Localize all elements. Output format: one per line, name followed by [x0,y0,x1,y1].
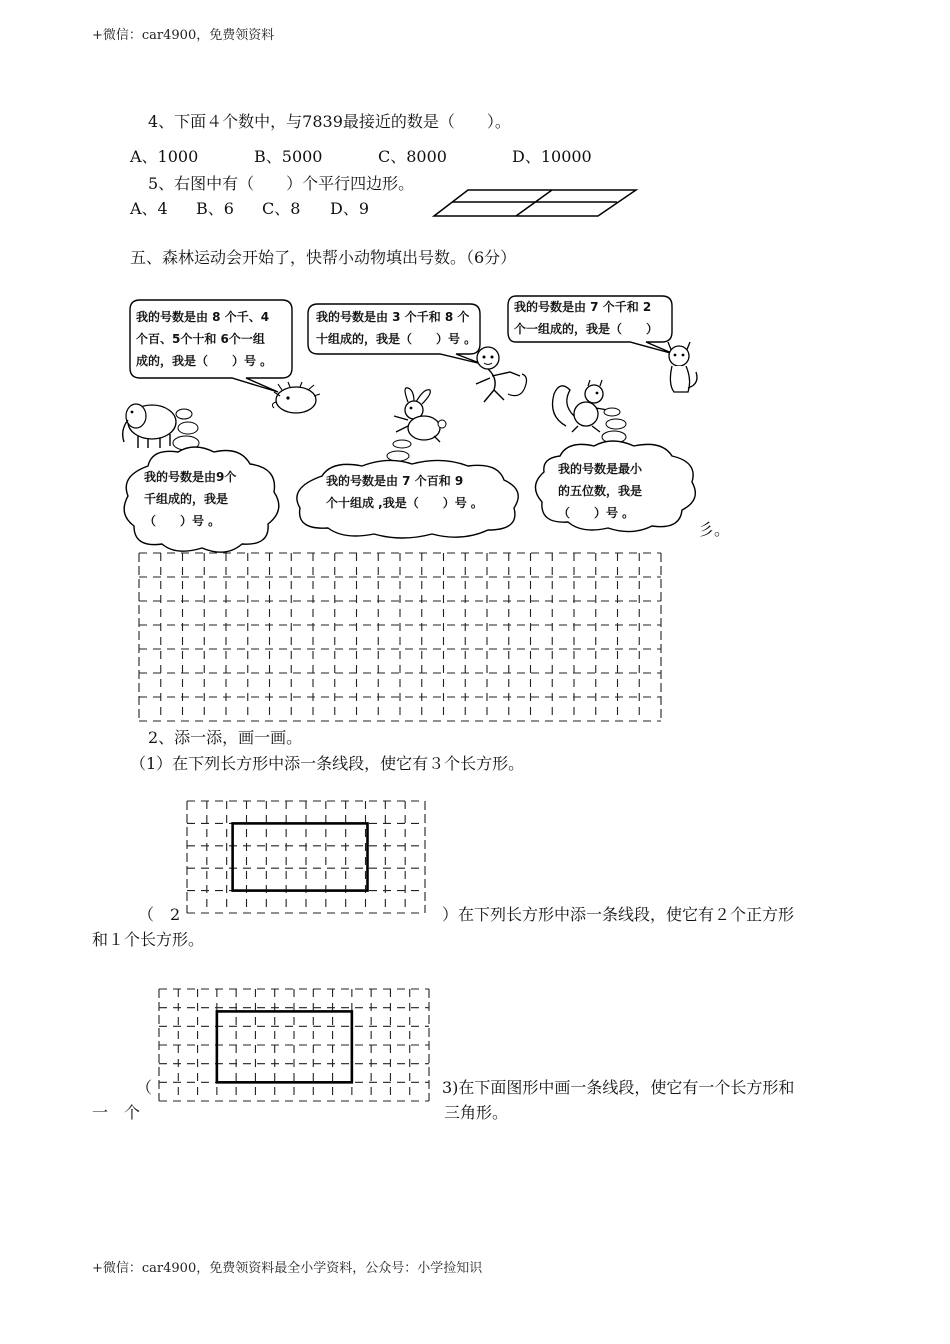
dashed-grid-rect-1 [186,800,428,916]
q4-option-c: C、8000 [378,147,447,166]
q4-option-b: B、5000 [254,147,323,166]
bubble-2-line-1: 我的号数是由 3 个千和 8 个 [316,310,470,324]
q5-option-a: A、4 [130,199,168,218]
target-rectangle [217,1011,352,1082]
q5-option-d: D、9 [330,199,370,218]
q2-sub2-paren: （ 2 [138,905,181,924]
parallelogram-figure [430,188,640,220]
trailing-char: 彡。 [698,520,731,539]
q2-sub3-cont: 三角形。 [444,1103,509,1122]
q5-option-b: B、6 [196,199,234,218]
dashed-grid-rect-2 [158,988,432,1104]
bubble-6-text [558,458,678,524]
bubble-6-line-1: 我的号数是最小 [558,462,643,476]
bubble-5-text [326,470,516,514]
q2-sub3-text: 3)在下面图形中画一条线段，使它有一个长方形和 [442,1078,795,1097]
monkey-icon [468,344,532,406]
bubble-1-text [136,306,292,372]
bubble-3-line-1: 我的号数是由 7 个千和 2 [514,300,652,314]
bubble-3-text [514,296,674,340]
bubble-3-line-2: 个一组成的，我是（ ） [514,322,659,336]
bubble-5-line-2: 个十组成 ,我是（ ）号 。 [326,496,483,510]
cat-icon [660,336,702,396]
bubble-4-text [144,466,268,532]
bubble-6-line-2: 的五位数，我是 [558,484,643,498]
q2-sub2-text: ）在下列长方形中添一条线段，使它有２个正方形 [442,905,795,924]
bubble-6-line-3: （ ）号 。 [558,506,635,520]
rabbit-icon [378,386,454,444]
bubble-1-line-1: 我的号数是由 8 个千、4 [136,310,270,324]
q2-sub2-cont: 和１个长方形。 [92,930,205,949]
section5-title: 五、森林运动会开始了，快帮小动物填出号数。（6分） [130,248,517,267]
q4-question: 4、下面４个数中，与7839最接近的数是（ ）。 [148,112,511,131]
dashed-grid-large [138,552,664,724]
bubble-2-line-2: 十组成的，我是（ ）号 。 [316,332,477,346]
bubble-2-text [316,306,486,350]
q4-option-d: D、10000 [512,147,592,166]
page-footer: +微信：car4900，免费领资料最全小学资料，公众号：小学捡知识 [92,1261,483,1276]
bubble-5-line-1: 我的号数是由 7 个百和 9 [326,474,464,488]
q2-sub3-left: 一 个 [92,1103,141,1122]
q2-title: 2、添一添，画一画。 [148,728,303,747]
bubble-4-line-3: （ ）号 。 [144,514,221,528]
bubble-1-line-2: 个百、5个十和 6个一组 [136,332,265,346]
page-header: +微信：car4900，免费领资料 [92,28,275,43]
q4-option-a: A、1000 [130,147,199,166]
bubble-1-line-3: 成的，我是（ ）号 。 [136,354,273,368]
target-rectangle [233,823,368,890]
q5-question: 5、右图中有（ ）个平行四边形。 [148,174,415,193]
q2-sub3-paren: （ [136,1078,153,1097]
bubble-4-line-1: 我的号数是由9个 [144,470,237,484]
q2-sub1: （1）在下列长方形中添一条线段，使它有３个长方形。 [130,754,525,773]
hedgehog-icon [266,382,322,416]
q5-option-c: C、8 [262,199,301,218]
bubble-4-line-2: 千组成的，我是 [144,492,229,506]
